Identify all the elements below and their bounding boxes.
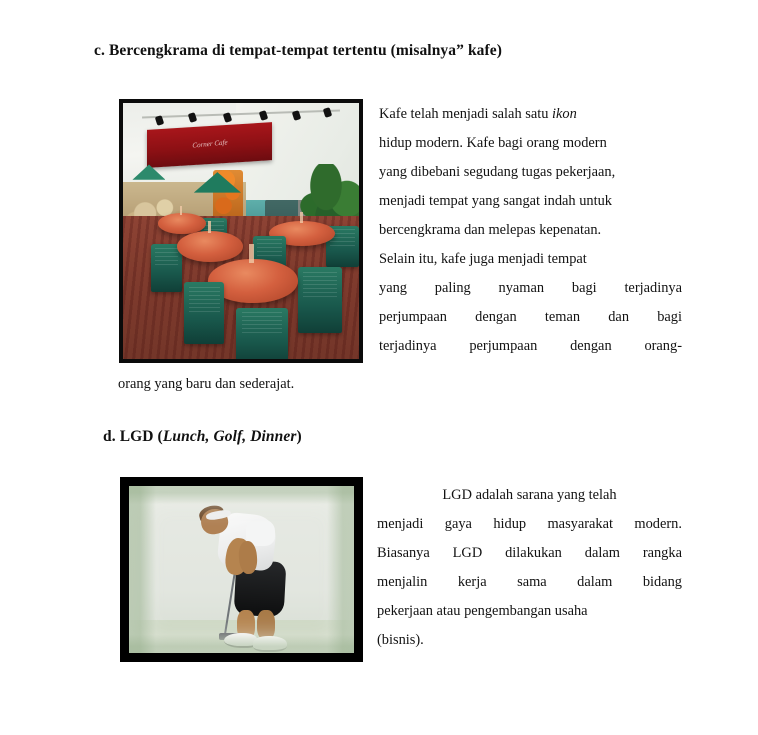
golfer-scene [129,486,354,653]
paragraph-word: menjalin [377,574,428,590]
paragraph-line: (bisnis). [377,632,424,648]
paragraph-word: sama [517,574,547,590]
heading-section-d [103,428,302,446]
paragraph-word: masyarakat [547,516,614,532]
paragraph-word: modern. [634,516,682,532]
paragraph-word: dengan [570,338,612,354]
paragraph-line-text: Kafe telah menjadi salah satu [379,106,553,122]
paragraph-line [379,303,682,332]
heading-d-close: ) [296,428,302,445]
cafe-sign-label: Corner Cafe [191,137,227,150]
paragraph-word: perjumpaan [469,338,538,354]
paragraph-line: Selain itu, kafe juga menjadi tempat [379,251,587,267]
heading-c-marker: c. [94,42,105,59]
paragraph-line [379,274,682,303]
paragraph-word: teman [544,309,581,325]
cafe-chair [184,282,224,343]
paragraph-word: kerja [457,574,487,590]
heading-d-text: LGD ( [119,428,163,445]
paragraph-word: dan [608,309,630,325]
paragraph-word: gaya [444,516,472,532]
cafe-table [177,231,243,262]
paragraph-line [379,332,682,361]
paragraph-word: nyaman [498,280,545,296]
paragraph-word: terjadinya [624,280,682,296]
golfer-photo [120,477,363,662]
cafe-interior-photo [119,99,363,363]
paragraph-word: bagi [571,280,597,296]
paragraph-word: dilakukan [505,545,562,561]
paragraph-line: LGD adalah sarana yang telah [442,487,617,503]
cafe-table [158,213,205,233]
paragraph-word: hidup [493,516,527,532]
paragraph-word: dalam [577,574,613,590]
paragraph-word: menjadi [377,516,424,532]
paragraph-line: hidup modern. Kafe bagi orang modern [379,135,607,151]
heading-d-italic: Lunch, Golf, Dinner [162,428,297,445]
paragraph-word: bagi [657,309,682,325]
heading-d-marker: d. [103,428,116,445]
paragraph-word: dalam [584,545,620,561]
paragraph-word: terjadinya [379,338,437,354]
paragraph-line [377,510,682,539]
paragraph-word: Biasanya [377,545,430,561]
paragraph-line: bercengkrama dan melepas kepenatan. [379,222,602,238]
paragraph-line: yang dibebani segudang tugas pekerjaan, [379,164,616,180]
heading-section-c [94,42,502,60]
paragraph-word: yang [379,280,407,296]
paragraph-word: bidang [642,574,682,590]
paragraph-word: dengan [475,309,517,325]
paragraph-word: paling [434,280,471,296]
paragraph-word: LGD [452,545,483,561]
cafe-paragraph [379,100,682,361]
paragraph-line [377,539,682,568]
cafe-chair [298,267,343,334]
cafe-paragraph-tail: orang yang baru dan sederajat. [118,376,295,392]
paragraph-italic-word: ikon [552,106,577,122]
paragraph-word: orang- [644,338,682,354]
paragraph-word: perjumpaan [379,309,447,325]
lgd-paragraph [377,481,682,655]
golfer-shoe [253,636,287,651]
golfer-leg [257,610,275,640]
cafe-sign-banner [147,122,272,168]
cafe-scene [123,103,359,359]
cafe-chair [236,308,288,359]
paragraph-line: menjadi tempat yang sangat indah untuk [379,193,612,209]
paragraph-line [377,568,682,597]
paragraph-word: rangka [642,545,682,561]
heading-c-text: Bercengkrama di tempat-tempat tertentu (misalnya” kafe) [108,42,503,59]
paragraph-line: pekerjaan atau pengembangan usaha [377,603,588,619]
paragraph-line [379,100,682,129]
cafe-chair [151,244,182,293]
